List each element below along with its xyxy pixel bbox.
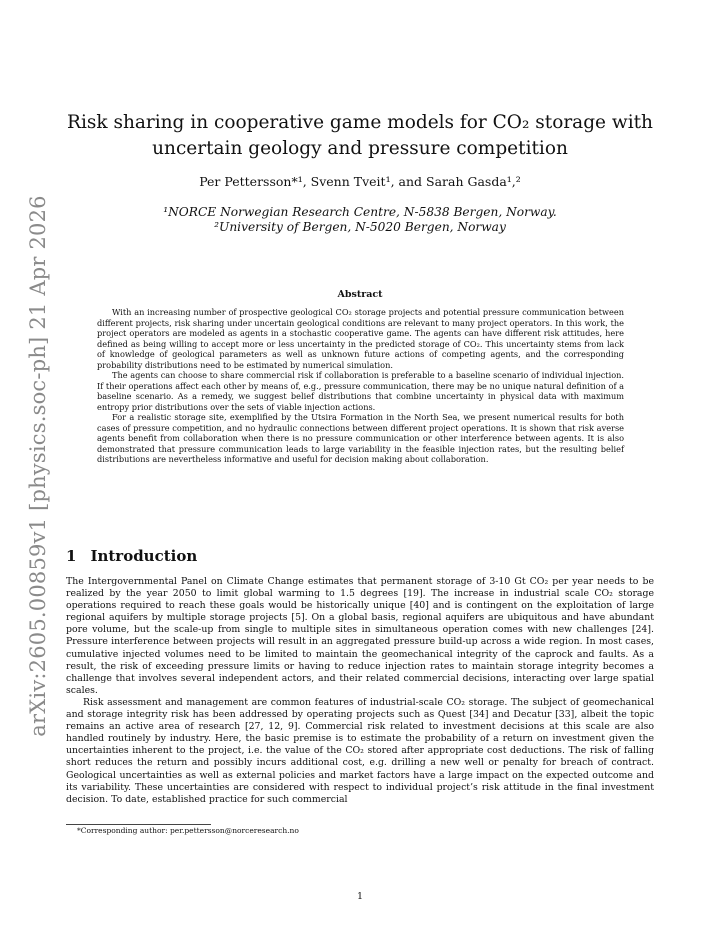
abstract-heading: Abstract xyxy=(337,289,383,300)
abstract-body xyxy=(97,307,624,465)
abstract-paragraph: With an increasing number of prospective geological CO₂ storage projects and potential pressure communication between different projects, risk sharing under uncertain geological conditions are relevant to many project operators. In this work, the project operators are modeled as agents in a stochastic cooperative game. The agents can have different risk attitudes, here defined as being willing to accept more or less uncertainty in the predicted storage of CO₂. This uncertainty stems from lack of knowledge of geological parameters as well as unknown future actions of competing agents, and the corresponding probability distributions need to be estimated by numerical simulation. xyxy=(97,307,624,370)
section-title: Introduction xyxy=(90,547,198,565)
affiliation-uib: ²University of Bergen, N-5020 Bergen, Norway xyxy=(214,220,506,234)
author-list: Per Pettersson*¹, Svenn Tveit¹, and Sarah Gasda¹,² xyxy=(199,174,521,189)
paper-title xyxy=(60,110,660,162)
arxiv-identifier[interactable]: arXiv:2605.00859v1 [physics.soc-ph] 21 Apr 2026 xyxy=(26,195,50,737)
affiliations xyxy=(60,205,660,235)
title-line-1: Risk sharing in cooperative game models for CO₂ storage with xyxy=(67,112,653,133)
section-number: 1 xyxy=(66,547,77,565)
footnote-rule xyxy=(66,824,211,825)
body-paragraph: Risk assessment and management are common features of industrial-scale CO₂ storage. The subject of geomechanical and storage integrity risk has been addressed by operating projects such as Quest [34] and Decatur [33], albeit the topic remains an active area of research [27, 12, 9]. Commercial risk related to investment decisions at this scale are also handled routinely by industry. Here, the basic premise is to estimate the probability of a return on investment given the uncertainties inherent to the project, i.e. the value of the CO₂ stored after appropriate cost deductions. The risk of falling short reduces the return and possibly incurs additional cost, e.g. drilling a new well or penalty for breach of contract. Geological uncertainties as well as external policies and market factors have a large impact on the expected outcome and its variability. These uncertainties are considered with respect to individual project’s risk attitude in the final investment decision. To date, established practice for such commercial xyxy=(66,696,654,805)
title-line-2: uncertain geology and pressure competition xyxy=(152,138,568,159)
abstract-paragraph: For a realistic storage site, exemplified by the Utsira Formation in the North Sea, we present numerical results for both cases of pressure competition, and no hydraulic connections between different project operations. It is shown that risk averse agents benefit from collaboration when there is no pressure communication or other interference between agents. It is also demonstrated that pressure communication leads to large variability in the feasible injection rates, but the resulting belief distributions are nevertheless informative and useful for decision making about collaboration. xyxy=(97,412,624,464)
affiliation-norce: ¹NORCE Norwegian Research Centre, N-5838 Bergen, Norway. xyxy=(163,205,557,219)
section-body xyxy=(66,576,654,806)
body-paragraph: The Intergovernmental Panel on Climate Change estimates that permanent storage of 3-10 Gt CO₂ per year needs to be realized by the year 2050 to limit global warming to 1.5 degrees [19]. The increase in industrial scale CO₂ storage operations required to reach these goals would be historically unique [40] and is contingent on the exploitation of large regional aquifers by multiple storage projects [5]. On a global basis, regional aquifers are ubiquitous and have abundant pore volume, but the scale-up from single to multiple sites in simultaneous operation comes with new challenges [24]. Pressure interference between projects will result in an aggregated pressure build-up across a wide region. In most cases, cumulative injected volumes need to be limited to maintain the geomechanical integrity of the caprock and faults. As a result, the risk of exceeding pressure limits or having to reduce injection rates to maintain storage integrity becomes a challenge that involves several independent actors, and their related commercial decisions, interacting over large spatial scales. xyxy=(66,576,654,696)
section-heading xyxy=(66,547,197,565)
footnote: *Corresponding author: per.pettersson@norceresearch.no xyxy=(77,826,299,835)
abstract-paragraph: The agents can choose to share commercial risk if collaboration is preferable to a baseline scenario of individual injection. If their operations affect each other by means of, e.g., pressure communication, there may be no unique natural definition of a baseline scenario. As a remedy, we suggest belief distributions that combine uncertainty in physical data with maximum entropy prior distributions over the sets of viable injection actions. xyxy=(97,370,624,412)
page-number: 1 xyxy=(356,891,364,902)
